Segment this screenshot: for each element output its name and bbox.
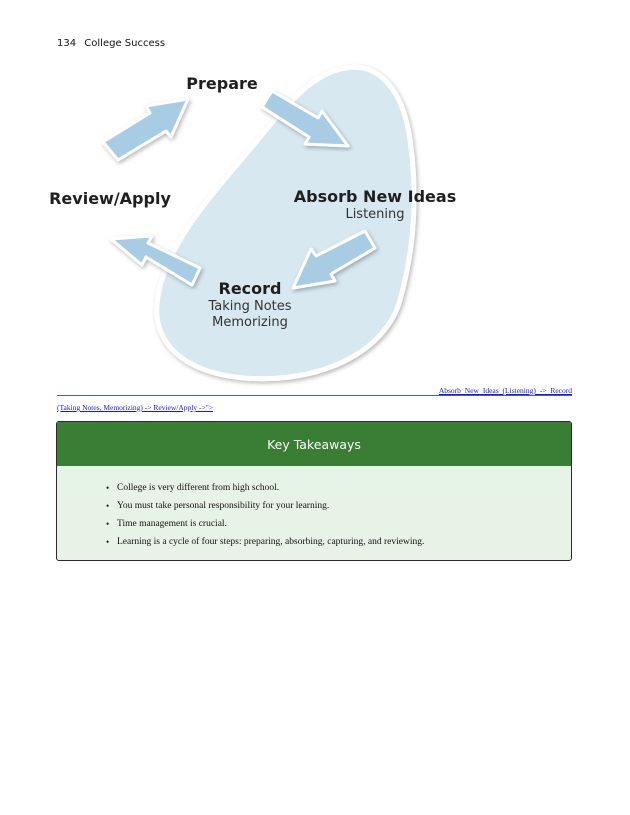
prepare-label: Prepare: [186, 74, 258, 93]
book-title: College Success: [84, 38, 166, 49]
list-item: • You must take personal responsibility for your learning.: [106, 497, 571, 515]
key-takeaways-box: [56, 421, 572, 561]
key-takeaways-header: [57, 422, 571, 466]
record-sublabel-1: Taking Notes: [208, 299, 292, 314]
absorb-sublabel: Listening: [345, 207, 405, 222]
list-item: • Learning is a cycle of four steps: preparing, absorbing, capturing, and reviewing.: [106, 533, 571, 551]
list-item: • Time management is crucial.: [106, 515, 571, 533]
absorb-label: Absorb New Ideas: [293, 187, 457, 206]
record-sublabel-2: Memorizing: [212, 315, 288, 330]
key-takeaways-list: [57, 466, 571, 551]
caption-rule: [57, 395, 572, 396]
key-takeaways-title: Key Takeaways: [267, 436, 361, 452]
learning-cycle-diagram: [0, 0, 630, 400]
figure-caption-link-continued[interactable]: (Taking Notes, Memorizing) -> Review/Apply ->">: [57, 403, 214, 412]
record-label: Record: [218, 279, 282, 298]
list-item: • College is very different from high school.: [106, 479, 571, 497]
page-number: 134: [57, 38, 77, 49]
review-label: Review/Apply: [49, 189, 171, 208]
arrow-to-prepare: [103, 99, 188, 160]
figure-caption-link[interactable]: Absorb New Ideas (Listening) -> Record: [438, 386, 572, 395]
